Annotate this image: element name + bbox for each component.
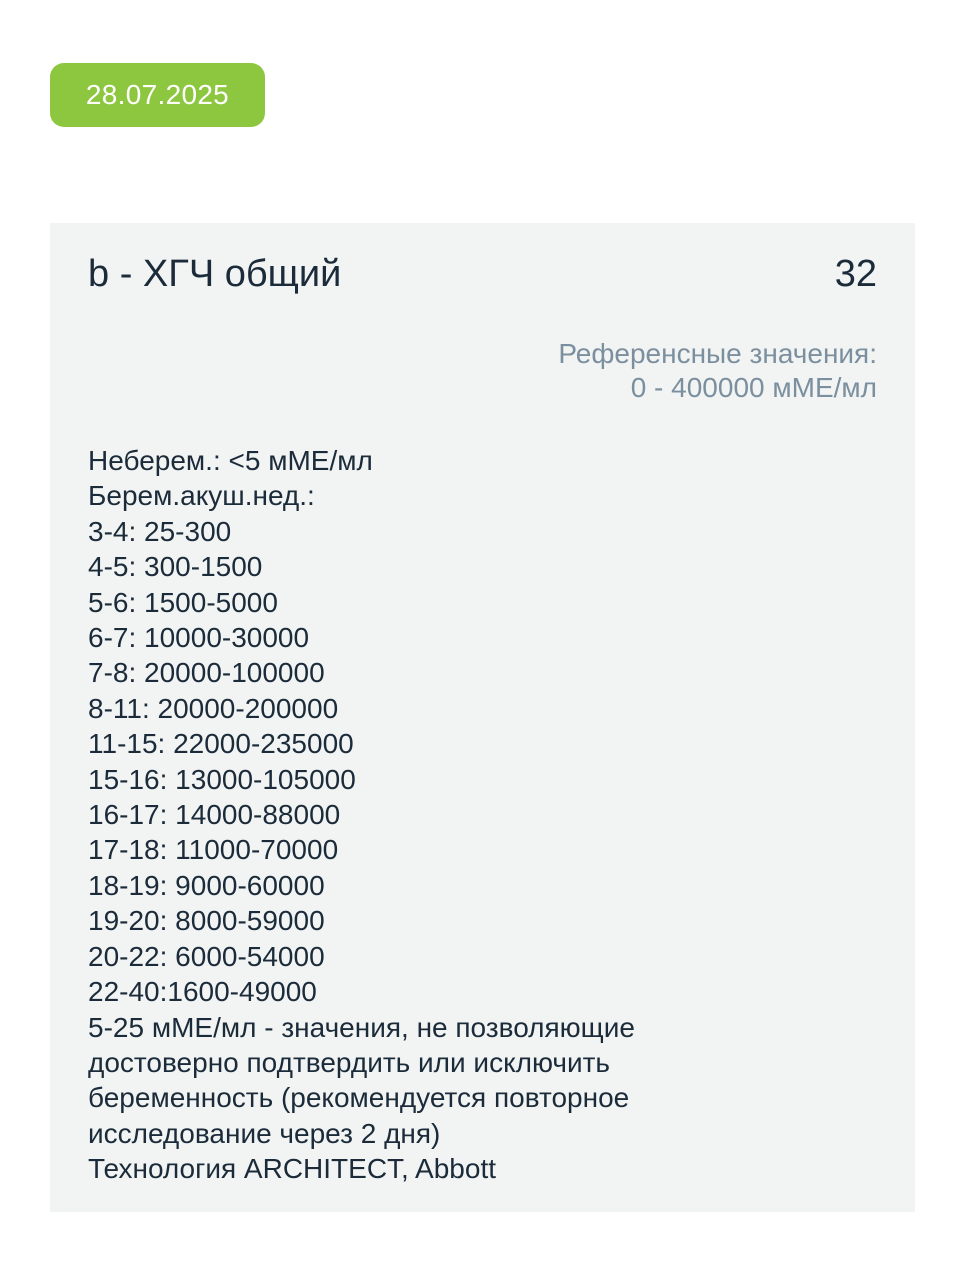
result-card bbox=[50, 223, 915, 1212]
note-line: 4-5: 300-1500 bbox=[88, 551, 263, 583]
reference-range: 0 - 400000 мМЕ/мл bbox=[630, 372, 877, 403]
note-line: достоверно подтвердить или исключить bbox=[88, 1046, 610, 1078]
note-line: исследование через 2 дня) bbox=[88, 1117, 441, 1149]
note-line: 3-4: 25-300 bbox=[88, 515, 232, 547]
date-badge[interactable]: 28.07.2025 bbox=[50, 63, 265, 127]
note-line: 5-6: 1500-5000 bbox=[88, 586, 278, 618]
note-line: 6-7: 10000-30000 bbox=[88, 622, 310, 654]
note-line: 8-11: 20000-200000 bbox=[88, 692, 339, 724]
note-line: 15-16: 13000-105000 bbox=[88, 763, 356, 795]
test-name: b - ХГЧ общий bbox=[88, 253, 342, 295]
note-line: 19-20: 8000-59000 bbox=[88, 905, 325, 937]
reference-label: Референсные значения: bbox=[558, 338, 877, 369]
note-line: 17-18: 11000-70000 bbox=[88, 834, 339, 866]
note-line: 7-8: 20000-100000 bbox=[88, 657, 325, 689]
note-line: Технология ARCHITECT, Abbott bbox=[88, 1153, 497, 1185]
reference-notes bbox=[88, 443, 888, 1187]
note-line: Берем.акуш.нед.: bbox=[88, 480, 315, 512]
note-line: 18-19: 9000-60000 bbox=[88, 869, 325, 901]
note-line: 20-22: 6000-54000 bbox=[88, 940, 325, 972]
note-line: беременность (рекомендуется повторное bbox=[88, 1082, 630, 1114]
note-line: 22-40:1600-49000 bbox=[88, 976, 317, 1008]
note-line: 16-17: 14000-88000 bbox=[88, 799, 341, 831]
note-line: 5-25 мМЕ/мл - значения, не позволяющие bbox=[88, 1011, 635, 1043]
reference-values bbox=[558, 337, 877, 405]
result-value: 32 bbox=[834, 253, 877, 295]
note-line: 11-15: 22000-235000 bbox=[88, 728, 354, 760]
note-line: Неберем.: <5 мМЕ/мл bbox=[88, 445, 373, 476]
